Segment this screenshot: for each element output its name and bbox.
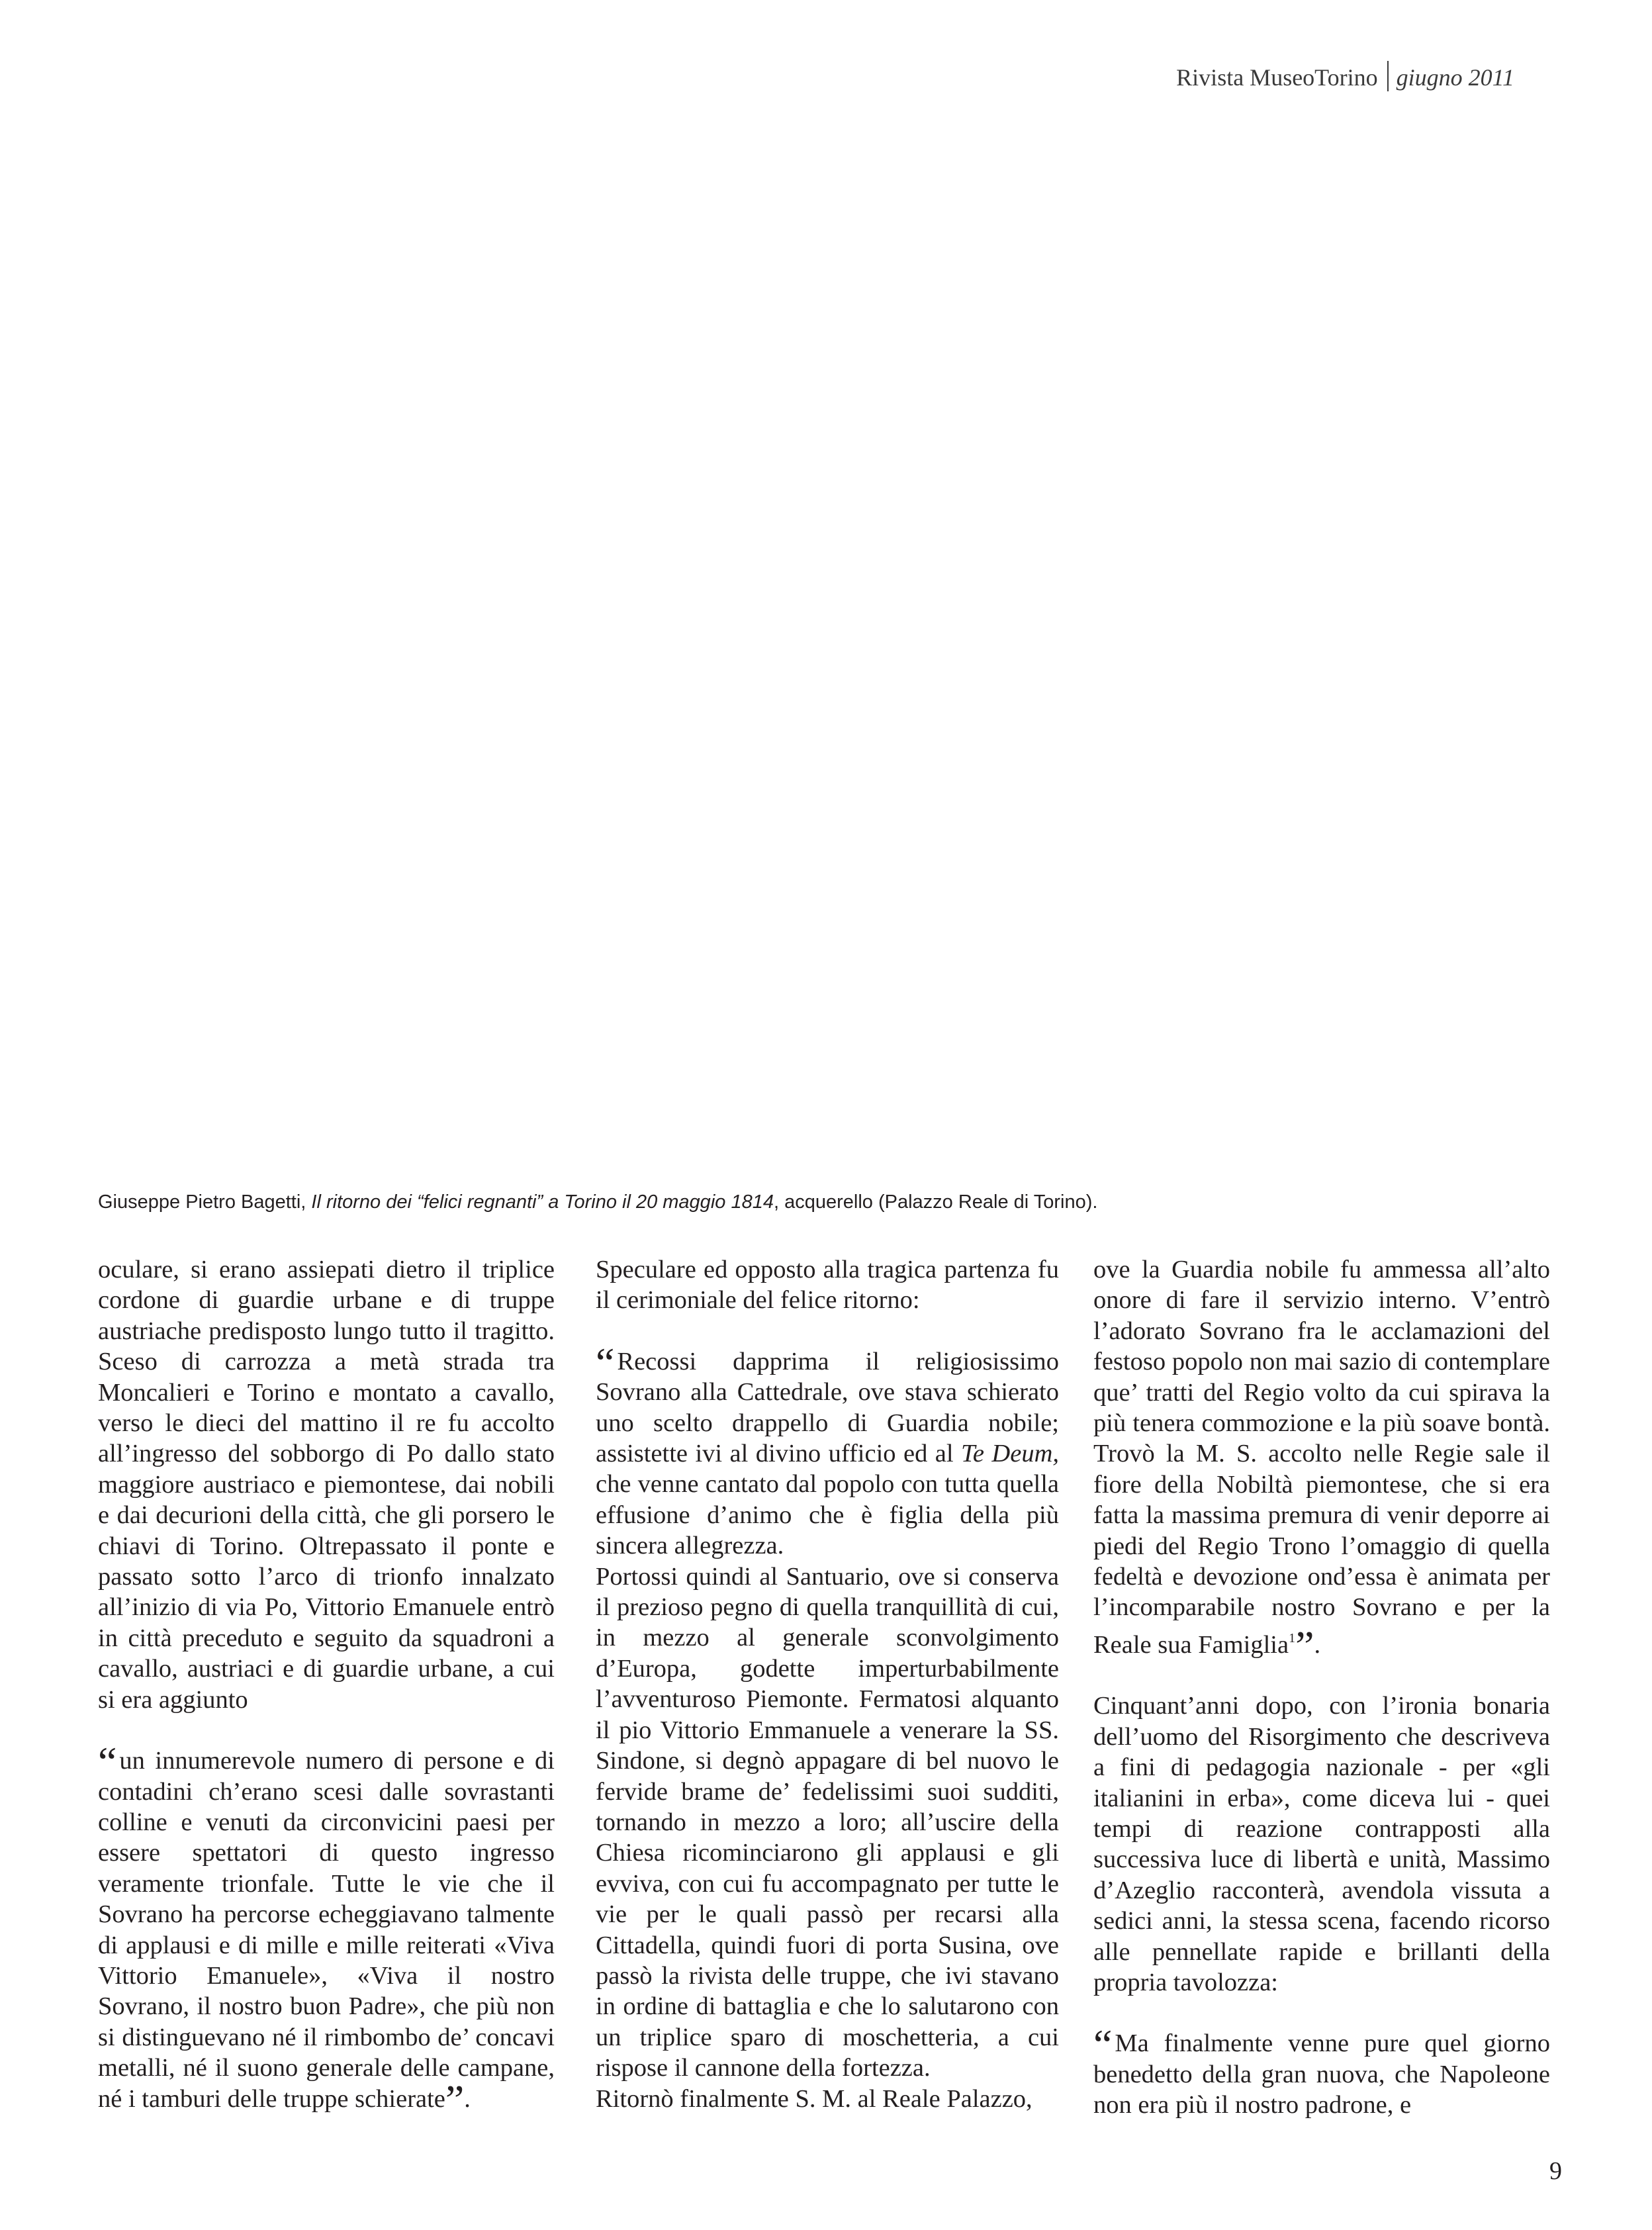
page-number: 9	[1549, 2157, 1562, 2185]
quote-text: che venne cantato dal popolo con tutta quella effusione d’animo che è figlia della più sincera allegrezza.	[596, 1470, 1059, 1560]
close-quote-mark: ”	[1295, 1622, 1314, 1669]
block-quote	[1093, 2021, 1550, 2120]
text-column-1	[98, 1254, 555, 2123]
paragraph-gap	[1093, 1998, 1550, 2028]
illustration-area	[97, 106, 1520, 1165]
paragraph-gap	[596, 1316, 1059, 1346]
paragraph: Cinquant’anni dopo, con l’ironia bonaria dell’uomo del Risorgimento che descriveva a fini di pedagogia nazionale - per «gli italianini in erba», come diceva lui - quei tempi di reazione contrapposti alla successiva luce di libertà e unità, Massimo d’Azeglio racconterà, avendola vissuta a sedici anni, la stessa scena, facendo ricorso alle pennellate rapide e brillanti della propria tavolozza:	[1093, 1692, 1550, 1996]
open-quote-mark: “	[98, 1738, 117, 1786]
close-quote-mark: ”	[445, 2076, 465, 2123]
paragraph: Portossi quindi al Santuario, ove si conserva il prezioso pegno di quella tranquillità di cui, in mezzo al generale sconvolgimento d’Europa, godette imperturbabilmente l’avventuroso Piemonte. Fermatosi alquanto il pio Vittorio Emmanuele a venerare la SS. Sindone, si degnò appagare di bel nuovo le fervide brame de’ fedelissimi suoi sudditi, tornando in mezzo a loro; all’uscire della Chiesa ricominciarono gli applausi e gli evviva, con cui fu accompagnato per tutte le vie per le quali passò per recarsi alla Cittadella, quindi fuori di porta Susina, ove passò la rivista delle truppe, che ivi stavano in ordine di battaglia e che lo salutarono con un triplice sparo di moschetteria, a cui rispose il cannone della fortezza.	[596, 1562, 1059, 2082]
paragraph-gap	[1093, 1660, 1550, 1691]
open-quote-mark: “	[1093, 2021, 1113, 2068]
quote-text: Recossi dapprima il religiosissimo Sovrano alla Cattedrale, ove stava schierato uno scelto drappello di Guardia nobile; assistette ivi al divino ufficio ed al	[596, 1347, 1059, 1468]
caption-details: , acquerello (Palazzo Reale di Torino).	[773, 1191, 1098, 1213]
quote-text: un innumerevole numero di persone e di contadini ch’erano scesi dalle sovrastanti colline e venuti da circonvicini paesi per essere spettatori di questo ingresso veramente trionfale. Tutte le vie che il Sovrano ha percorse echeggiavano talmente di applausi e di mille e mille reiterati «Viva Vittorio Emanuele», «Viva il nostro Sovrano, il nostro buon Padre», che più non si distinguevano né il rimbombo de’ concavi metalli, né il suono generale delle campane, né i tamburi delle truppe schierate	[98, 1747, 555, 2113]
paragraph: Ritornò finalmente S. M. al Reale Palazzo,	[596, 2084, 1032, 2113]
footnote-marker: 1	[1289, 1630, 1296, 1646]
block-quote	[98, 1738, 555, 2123]
text-column-2	[596, 1254, 1059, 2114]
figure-caption	[98, 1191, 1554, 1213]
paragraph: oculare, si erano assiepati dietro il triplice cordone di guardie urbane e di truppe austriache predisposto lungo tutto il tragitto. Sceso di carrozza a metà strada tra Moncalieri e Torino e montato a cavallo, verso le dieci del mattino il re fu accolto all’ingresso del sobborgo di Po dallo stato maggiore austriaco e piemontese, dai nobili e dai decurioni della città, che gli porsero le chiavi di Torino. Oltrepassato il ponte e passato sotto l’arco di trionfo innalzato all’inizio di via Po, Vittorio Emanuele entrò in città preceduto e seguito da squadroni a cavallo, austriaci e di guardie urbane, a cui si era aggiunto	[98, 1256, 555, 1714]
quote-text: Ma finalmente venne pure quel giorno benedetto della gran nuova, che Napoleone non era più il nostro padrone, e	[1093, 2029, 1550, 2119]
publication-name: Rivista MuseoTorino	[1176, 64, 1378, 91]
open-quote-mark: “	[596, 1338, 615, 1386]
paragraph	[1093, 1254, 1550, 1669]
running-header	[1176, 61, 1514, 91]
quote-end: .	[1314, 1630, 1321, 1659]
issue-date: giugno 2011	[1396, 64, 1514, 91]
quote-italic: Te Deum,	[961, 1440, 1059, 1468]
header-divider	[1387, 61, 1389, 91]
block-quote	[596, 1338, 1059, 1561]
paragraph: Speculare ed opposto alla tragica partenza fu il cerimoniale del felice ritorno:	[596, 1256, 1059, 1315]
paragraph-gap	[98, 1715, 555, 1745]
caption-author: Giuseppe Pietro Bagetti,	[98, 1191, 312, 1213]
quote-end: .	[464, 2084, 471, 2113]
paragraph-text: ove la Guardia nobile fu ammessa all’alto onore di fare il servizio interno. V’entrò l’adorato Sovrano fra le acclamazioni del festoso popolo non mai sazio di contemplare que’ tratti del Regio volto da cui spirava la più tenera commozione e la più soave bontà. Trovò la M. S. accolto nelle Regie sale il fiore della Nobiltà piemontese, che si era fatta la massima premura di venir deporre ai piedi del Regio Trono l’omaggio di quella fedeltà e devozione ond’essa è animata per l’incomparabile nostro Sovrano e per la Reale sua Famiglia	[1093, 1256, 1550, 1659]
text-column-3	[1093, 1254, 1550, 2121]
caption-title: Il ritorno dei “felici regnanti” a Torino il 20 maggio 1814	[311, 1191, 774, 1213]
